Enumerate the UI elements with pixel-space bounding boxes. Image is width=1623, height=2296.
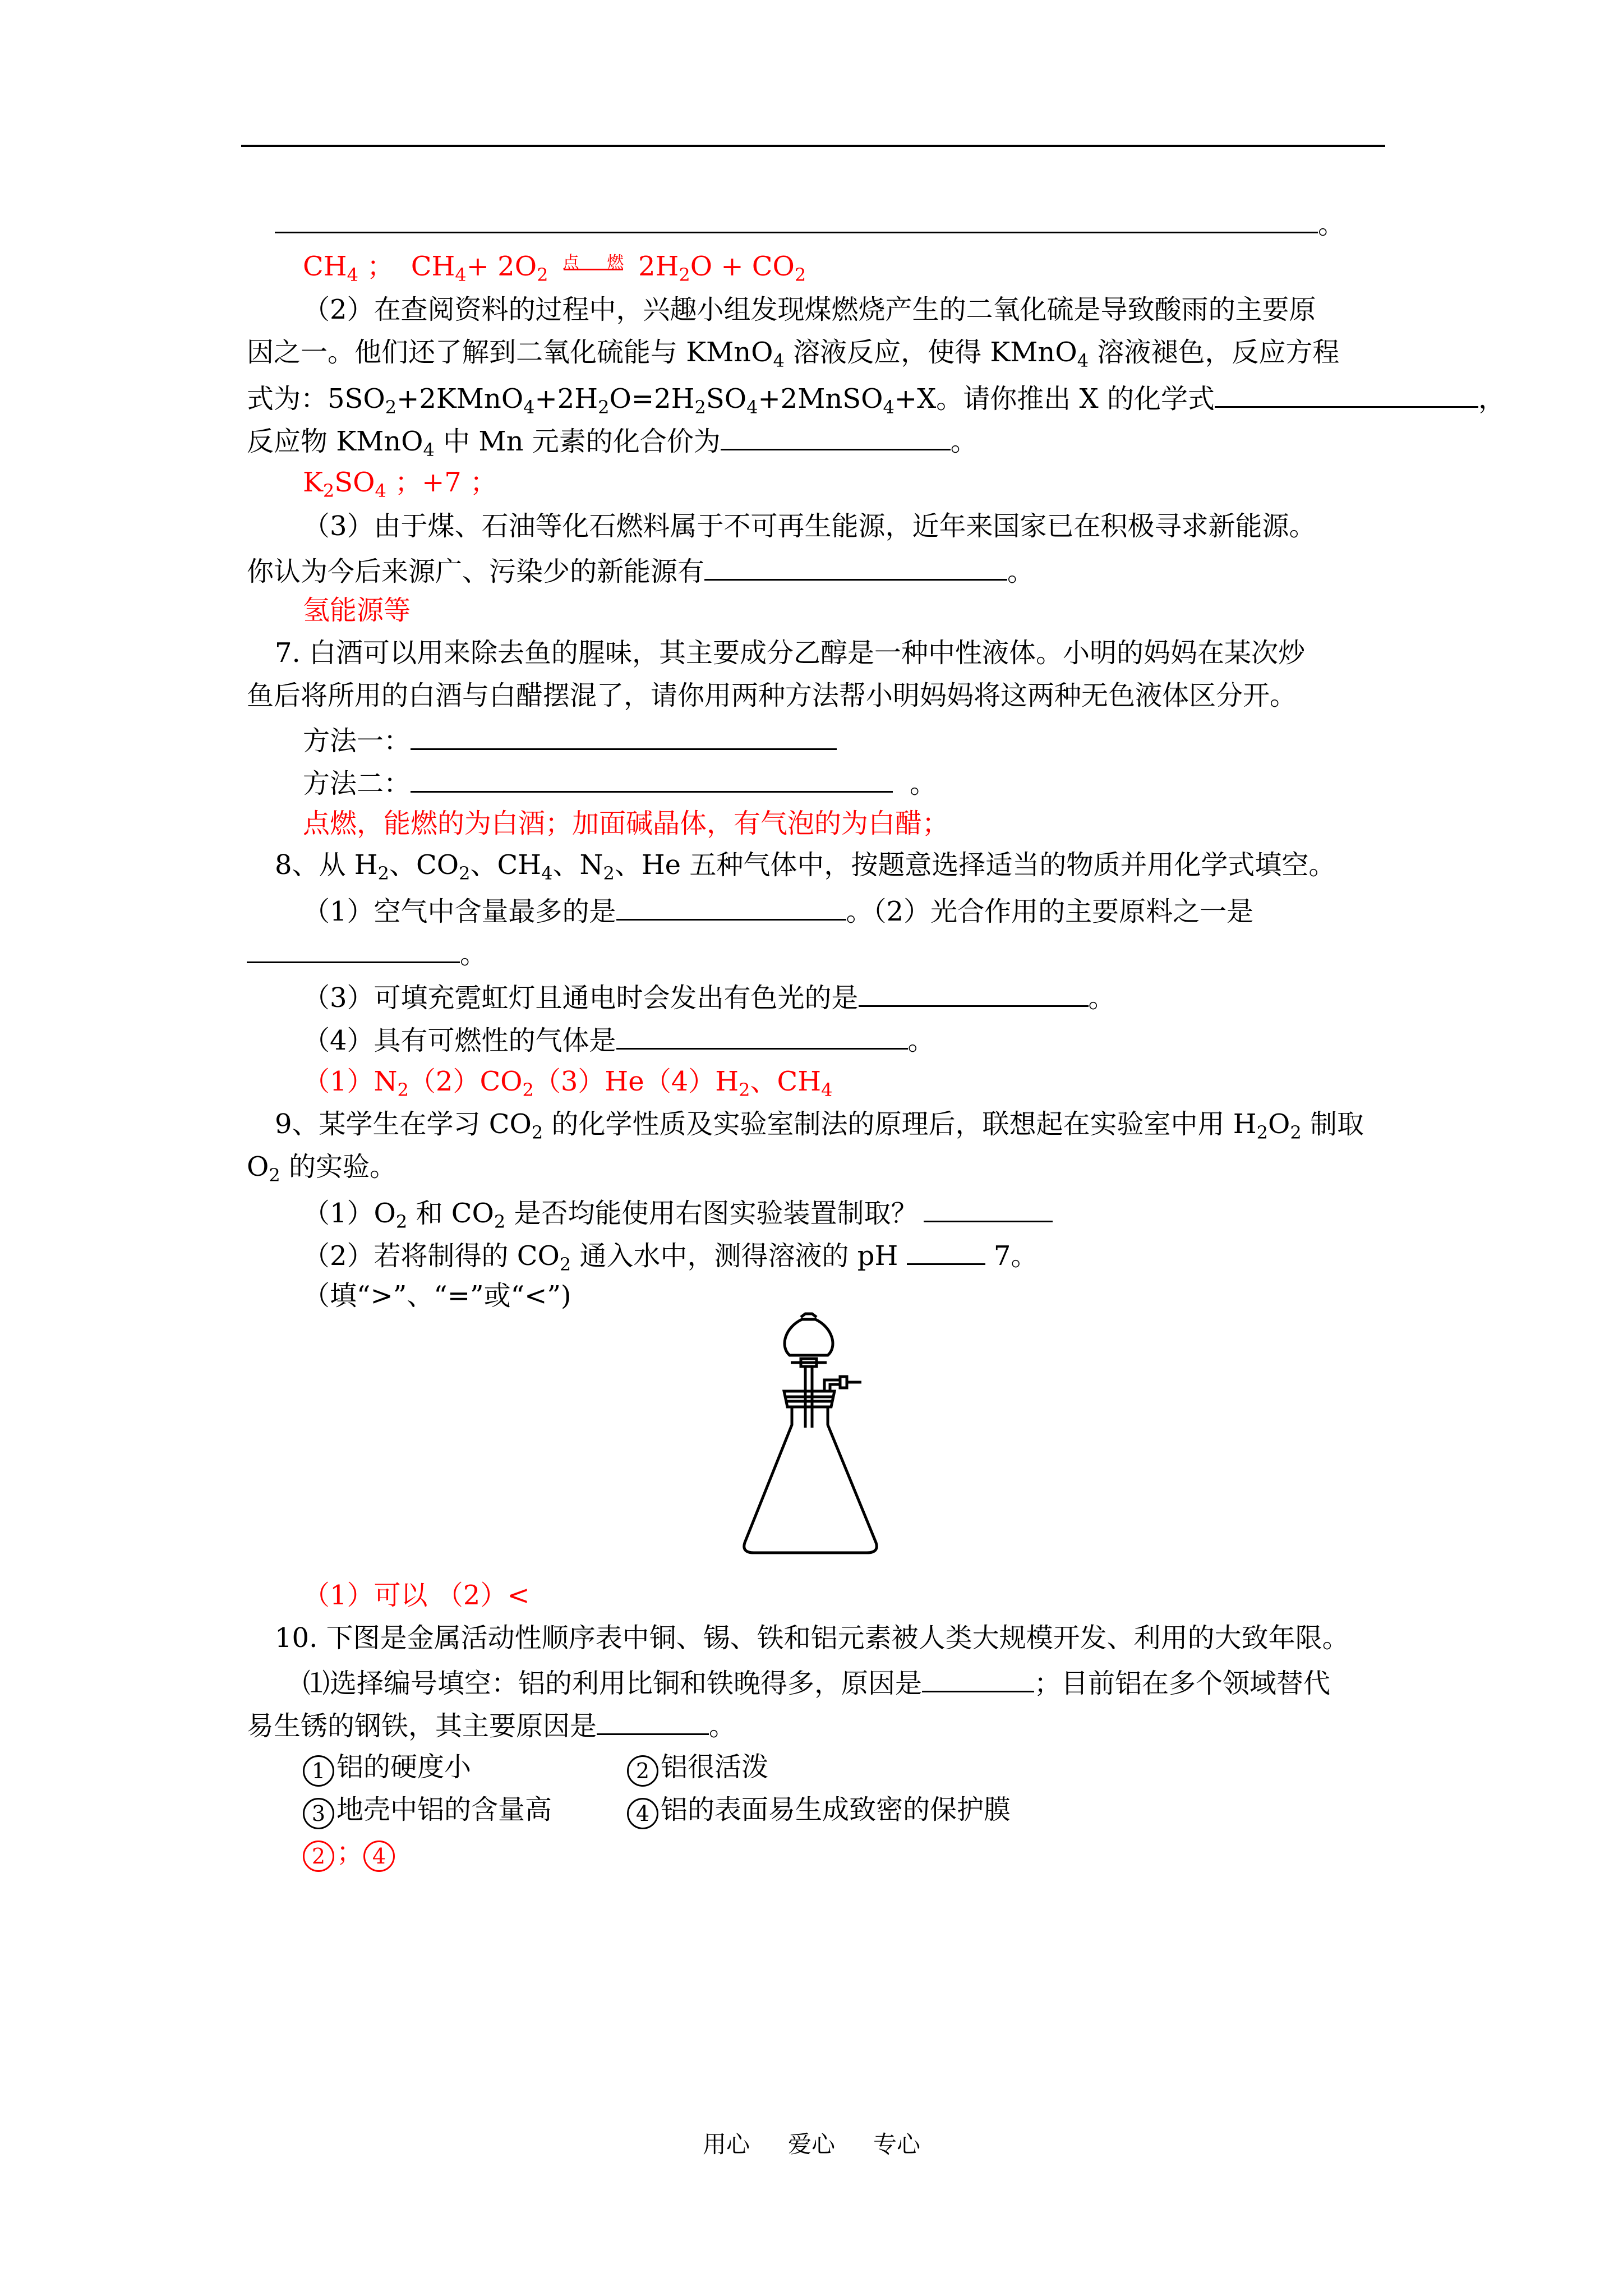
flask-apparatus-figure xyxy=(729,1307,909,1565)
q10-answer: 2 ； 4 xyxy=(303,1835,397,1872)
most-abundant-gas-blank[interactable] xyxy=(616,892,846,921)
valence-blank[interactable] xyxy=(721,422,951,450)
formula-x-blank[interactable] xyxy=(1215,379,1478,408)
q7-method2: 方法二： 。 xyxy=(303,764,937,800)
answer-2: $K_2SO_4$ ；+7 ； xyxy=(303,467,497,501)
header-rule xyxy=(241,145,1385,147)
method2-blank[interactable] xyxy=(411,764,893,793)
q8-part3: （3）可填充霓虹灯且通电时会发出有色光的是 。 xyxy=(303,978,1115,1015)
q10-line2: ⑴选择编号填空：铝的利用比铜和铁晚得多，原因是 ；目前铝在多个领域替代 xyxy=(303,1664,1330,1700)
q10-line1: 10. 下图是金属活动性顺序表中铜、锡、铁和铝元素被人类大规模开发、利用的大致年限。 xyxy=(275,1622,1349,1654)
q6-part2-line4: 反应物 KMnO$_4$ 中 Mn 元素的化合价为 。 xyxy=(247,422,978,458)
answer-1: $CH_4$ ； $CH_4+ 2O_2$ 点 燃 $2H_2O + CO_2$ xyxy=(303,251,806,286)
q6-part2-line2: 因之一。他们还了解到二氧化硫能与 KMnO$_4$ 溶液反应，使得 KMnO$_4$ 溶液褪色，反应方程 xyxy=(247,337,1340,371)
q6-part3-line1: （3）由于煤、石油等化石燃料属于不可再生能源，近年来国家已在积极寻求新能源。 xyxy=(303,510,1316,542)
method1-blank[interactable] xyxy=(411,721,837,750)
answer-3: 氢能源等 xyxy=(303,595,411,626)
q7-line2: 鱼后将所用的白酒与白醋摆混了，请你用两种方法帮小明妈妈将这两种无色液体区分开。 xyxy=(247,680,1297,711)
q9-line1: 9、某学生在学习 $CO_2$ 的化学性质及实验室制法的原理后，联想起在实验室中用 $H_2O_2$ 制取 xyxy=(275,1108,1364,1143)
neon-light-blank[interactable] xyxy=(859,978,1089,1007)
answer-blank[interactable] xyxy=(275,205,1318,233)
q7-line1: 7. 白酒可以用来除去鱼的腥味，其主要成分乙醇是一种中性液体。小明的妈妈在某次炒 xyxy=(275,637,1306,669)
flammable-gas-blank[interactable] xyxy=(616,1021,908,1050)
q8-part1: （1）空气中含量最多的是 。（2）光合作用的主要原料之一是 xyxy=(303,892,1253,928)
q7-answer: 点燃，能燃的为白酒；加面碱晶体，有气泡的为白醋； xyxy=(303,808,949,839)
page-footer: 用心 爱心 专心 xyxy=(702,2131,921,2158)
new-energy-blank[interactable] xyxy=(704,552,1007,581)
q10-option-2: 2 铝很活泼 xyxy=(627,1750,768,1787)
q10-option-1: 1 铝的硬度小 xyxy=(303,1750,471,1787)
q10-option-4: 4 铝的表面易生成致密的保护膜 xyxy=(627,1793,1011,1829)
ignite-condition: 点 燃 xyxy=(562,253,635,273)
reason1-blank[interactable] xyxy=(922,1664,1034,1692)
q10-option-3: 3 地壳中铝的含量高 xyxy=(303,1793,552,1829)
answer-blank-line: 。 xyxy=(275,205,1345,241)
q9-part1: $(1)O_2$ 和 $CO_2$ 是否均能使用右图实验装置制取？ xyxy=(303,1194,1053,1230)
reason2-blank[interactable] xyxy=(597,1706,709,1735)
q9-part2: （2）若将制得的 $CO_2$ 通入水中，测得溶液的 pH 7。 xyxy=(303,1236,1038,1273)
q8-part2-blank-line: 。 xyxy=(247,935,487,971)
apparatus-answer-blank[interactable] xyxy=(924,1194,1053,1222)
q10-line3: 易生锈的钢铁，其主要原因是 。 xyxy=(247,1706,736,1743)
q6-part2-line1: （2）在查阅资料的过程中，兴趣小组发现煤燃烧产生的二氧化硫是导致酸雨的主要原 xyxy=(303,294,1316,325)
photosynthesis-blank[interactable] xyxy=(247,935,460,963)
q9-line2: $O_2$ 的实验。 xyxy=(247,1151,396,1186)
q6-part2-line3: 式为：$5SO_2+2KMnO_4+2H_2O=2H_2SO_4+2MnSO_4+X$。请你推出 X 的化学式 ， xyxy=(247,379,1505,416)
q8-part4: （4）具有可燃性的气体是 。 xyxy=(303,1021,935,1057)
ph-comparison-blank[interactable] xyxy=(907,1236,985,1265)
q7-method1: 方法一： xyxy=(303,721,837,758)
q8-line1: 8、从 $H_2$、$CO_2$、$CH_4$、$N_2$、He 五种气体中，按题意选择适当的物质并用化学式填空。 xyxy=(275,849,1336,884)
q9-part2-hint: （填“>”、“=”或“<”) xyxy=(303,1280,571,1312)
q6-part3-line2: 你认为今后来源广、污染少的新能源有 。 xyxy=(247,552,1034,588)
q9-answer: （1）可以 （2）< xyxy=(303,1580,530,1611)
q8-answer: $(1)N_2(2)CO_2(3)He(4)H_2$、$CH_4$ xyxy=(303,1066,833,1101)
